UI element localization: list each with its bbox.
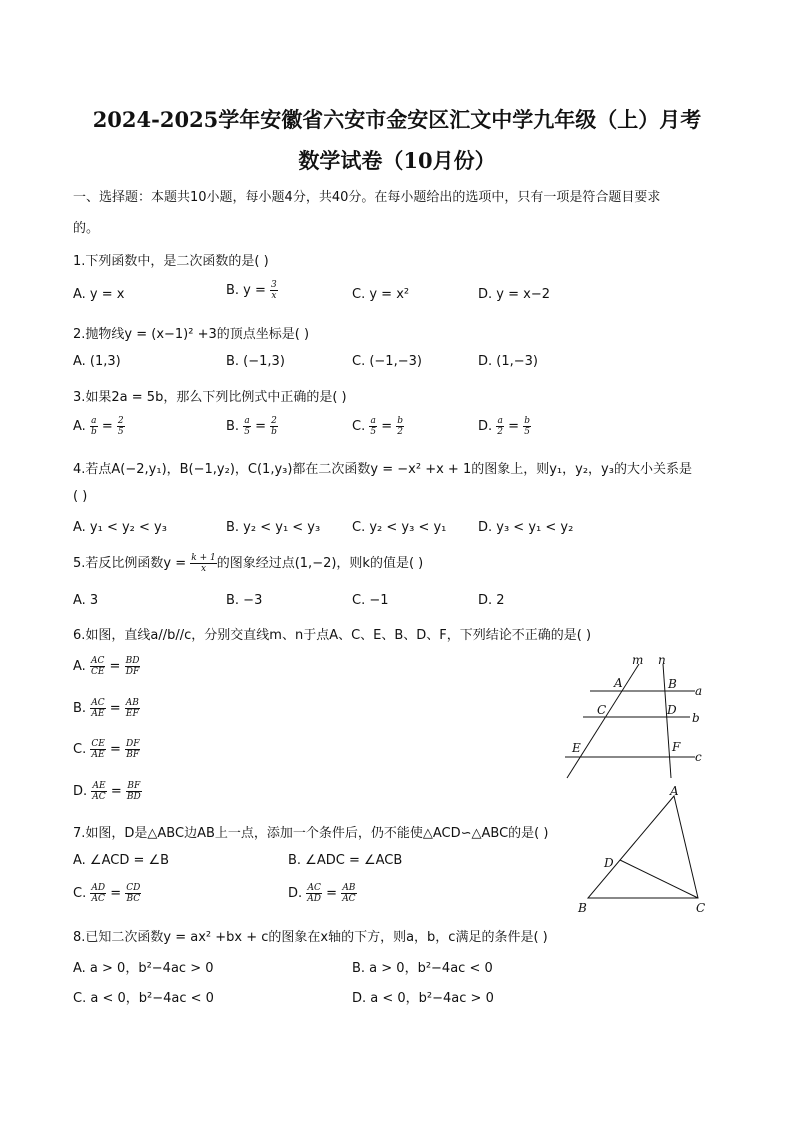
fraction-denominator: x [271, 291, 277, 301]
question-1-stem: 1.下列函数中，是二次函数的是( ) [73, 254, 269, 269]
fraction-numerator: a [370, 416, 376, 426]
fraction-denominator: AC [342, 894, 356, 904]
question-5-option-c: C. −1 [352, 593, 389, 608]
question-8-option-c: C. a < 0，b²−4ac < 0 [73, 991, 214, 1006]
option-label: C. [73, 886, 87, 901]
question-2-option-b: B. (−1,3) [226, 354, 285, 369]
question-3-option-c: C. $\frac{a}{5}$ = $\frac{b}{2}$ [352, 416, 404, 437]
fraction-denominator: BC [126, 894, 141, 904]
fraction-denominator: 5 [244, 427, 250, 437]
option-label: D. [288, 886, 303, 901]
label-D: D [604, 856, 614, 870]
fraction-denominator: AD [307, 894, 322, 904]
question-3-option-a: A. $\frac{a}{b}$ = $\frac{2}{5}$ [73, 416, 124, 437]
fraction-denominator: BF [126, 750, 140, 760]
question-5-stem [73, 552, 423, 574]
question-1-option-a: A. y = x [73, 287, 125, 302]
fraction-numerator: k + 1 [191, 553, 216, 563]
label-E: E [572, 741, 581, 755]
fraction-numerator: DF [126, 739, 140, 749]
label-B: B [668, 677, 677, 691]
fraction-denominator: DF [125, 667, 140, 677]
fraction-numerator: 2 [271, 416, 277, 426]
fraction-numerator: AB [125, 698, 139, 708]
fraction-numerator: CD [126, 883, 141, 893]
label-C: C [597, 703, 607, 717]
fraction-denominator: EF [125, 709, 139, 719]
question-7-option-d: D. $\frac{AC}{AD}$ = $\frac{AB}{AC}$ [288, 883, 356, 904]
fraction-denominator: AC [92, 792, 106, 802]
fraction-denominator: x [200, 564, 207, 574]
fraction-numerator: a [91, 416, 97, 426]
title-line-2: 数学试卷（10月份） [298, 148, 496, 173]
question-2-option-c: C. (−1,−3) [352, 354, 422, 369]
fraction-denominator: 5 [370, 427, 377, 437]
fraction-denominator: AC [91, 894, 105, 904]
fraction-numerator: AD [91, 883, 106, 893]
question-4-stem-continued: ( ) [73, 489, 88, 504]
question-3-option-d: D. $\frac{a}{2}$ = $\frac{b}{5}$ [478, 416, 530, 437]
question-1-option-d: D. y = x−2 [478, 287, 550, 302]
fraction-numerator: AE [92, 781, 106, 791]
question-7-option-b: B. ∠ADC = ∠ACB [288, 853, 403, 868]
option-text: B. y = [226, 283, 271, 298]
fraction-numerator: 2 [117, 416, 124, 426]
question-8-stem: 8.已知二次函数y = ax² +bx + c的图象在x轴的下方，则a，b，c满足的条件是( ) [73, 930, 548, 945]
question-7-option-a: A. ∠ACD = ∠B [73, 853, 170, 868]
question-3-stem: 3.如果2a = 5b，那么下列比例式中正确的是( ) [73, 390, 347, 405]
option-label: D. [73, 784, 88, 799]
option-label: C. [352, 419, 366, 434]
label-C: C [696, 901, 706, 915]
question-2-option-a: A. (1,3) [73, 354, 121, 369]
label-c: c [695, 750, 702, 764]
fraction-numerator: AB [342, 883, 356, 893]
fraction-numerator: b [397, 416, 404, 426]
label-A: A [614, 676, 623, 690]
fraction-numerator: AC [307, 883, 321, 893]
stem-text: 5.若反比例函数y = [73, 556, 191, 571]
label-F: F [672, 740, 681, 754]
question-7-option-c: C. $\frac{AD}{AC}$ = $\frac{CD}{BC}$ [73, 883, 141, 904]
label-A: A [670, 784, 679, 798]
question-6-option-b: B. $\frac{AC}{AE}$ = $\frac{AB}{EF}$ [73, 698, 139, 719]
fraction-denominator: 5 [117, 427, 124, 437]
section-instructions-line-1: 一、选择题：本题共10小题，每小题4分，共40分。在每小题给出的选项中，只有一项是符合题目要求 [73, 190, 661, 205]
fraction-numerator: a [244, 416, 250, 426]
question-5-option-a: A. 3 [73, 593, 99, 608]
question-8-option-d: D. a < 0，b²−4ac > 0 [352, 991, 494, 1006]
fraction-numerator: CE [91, 739, 105, 749]
line-m [567, 664, 639, 778]
question-3-option-b: B. $\frac{a}{5}$ = $\frac{2}{b}$ [226, 416, 277, 437]
question-4-option-c: C. y₂ < y₃ < y₁ [352, 520, 447, 535]
option-label: A. [73, 419, 86, 434]
question-2-option-d: D. (1,−3) [478, 354, 538, 369]
triangle-ABC [588, 796, 698, 898]
question-6-option-d: D. $\frac{AE}{AC}$ = $\frac{BF}{BD}$ [73, 781, 141, 802]
fraction-numerator: BD [125, 656, 140, 666]
question-6-stem: 6.如图，直线a//b//c，分别交直线m、n于点A、C、E、B、D、F，下列结论不正确的是( ) [73, 628, 592, 643]
segment-CD [620, 860, 698, 898]
question-6-option-a: A. $\frac{AC}{CE}$ = $\frac{BD}{DF}$ [73, 656, 140, 677]
fraction-denominator: b [271, 427, 277, 437]
fraction-denominator: CE [90, 667, 105, 677]
fraction-denominator: 5 [524, 427, 530, 437]
question-2-stem: 2.抛物线y = (x−1)² +3的顶点坐标是( ) [73, 327, 310, 342]
question-7-stem: 7.如图，D是△ABC边AB上一点，添加一个条件后，仍不能使△ACD∽△ABC的是( ) [73, 826, 549, 841]
question-5-option-d: D. 2 [478, 593, 505, 608]
fraction-denominator: AE [91, 709, 105, 719]
fraction-denominator: b [90, 427, 97, 437]
fraction-denominator: AE [91, 750, 105, 760]
option-label: A. [73, 659, 86, 674]
label-n: n [658, 653, 666, 667]
question-4-option-a: A. y₁ < y₂ < y₃ [73, 520, 167, 535]
fraction-numerator: a [497, 416, 503, 426]
label-B: B [578, 901, 587, 915]
option-label: D. [478, 419, 493, 434]
fraction-numerator: BF [127, 781, 141, 791]
title-line-1: 2024-2025学年安徽省六安市金安区汇文中学九年级（上）月考 [92, 107, 702, 132]
label-a: a [695, 684, 703, 698]
fraction-numerator: AC [91, 698, 105, 708]
parallel-lines-figure [555, 650, 715, 782]
label-b: b [692, 711, 700, 725]
question-6-option-c: C. $\frac{CE}{AE}$ = $\frac{DF}{BF}$ [73, 739, 140, 760]
question-1-option-c: C. y = x² [352, 287, 410, 302]
option-label: B. [73, 701, 87, 716]
label-D: D [667, 703, 677, 717]
stem-text: 的图象经过点(1,−2)，则k的值是( ) [216, 556, 424, 571]
fraction-numerator: AC [90, 656, 105, 666]
option-label: B. [226, 419, 240, 434]
question-5-option-b: B. −3 [226, 593, 263, 608]
label-m: m [632, 653, 644, 667]
question-4-stem: 4.若点A(−2,y₁)，B(−1,y₂)，C(1,y₃)都在二次函数y = −x² +x + 1的图象上，则y₁，y₂，y₃的大小关系是 [73, 462, 692, 477]
question-8-option-a: A. a > 0，b²−4ac > 0 [73, 961, 214, 976]
fraction-denominator: 2 [397, 427, 404, 437]
question-8-option-b: B. a > 0，b²−4ac < 0 [352, 961, 493, 976]
option-label: C. [73, 742, 87, 757]
triangle-figure [572, 782, 722, 918]
fraction-numerator: 3 [271, 280, 277, 290]
question-4-option-d: D. y₃ < y₁ < y₂ [478, 520, 574, 535]
fraction-denominator: BD [126, 792, 141, 802]
fraction-numerator: b [524, 416, 530, 426]
section-instructions-line-2: 的。 [73, 221, 100, 236]
question-1-option-b [226, 280, 278, 301]
question-4-option-b: B. y₂ < y₁ < y₃ [226, 520, 321, 535]
fraction-denominator: 2 [497, 427, 504, 437]
